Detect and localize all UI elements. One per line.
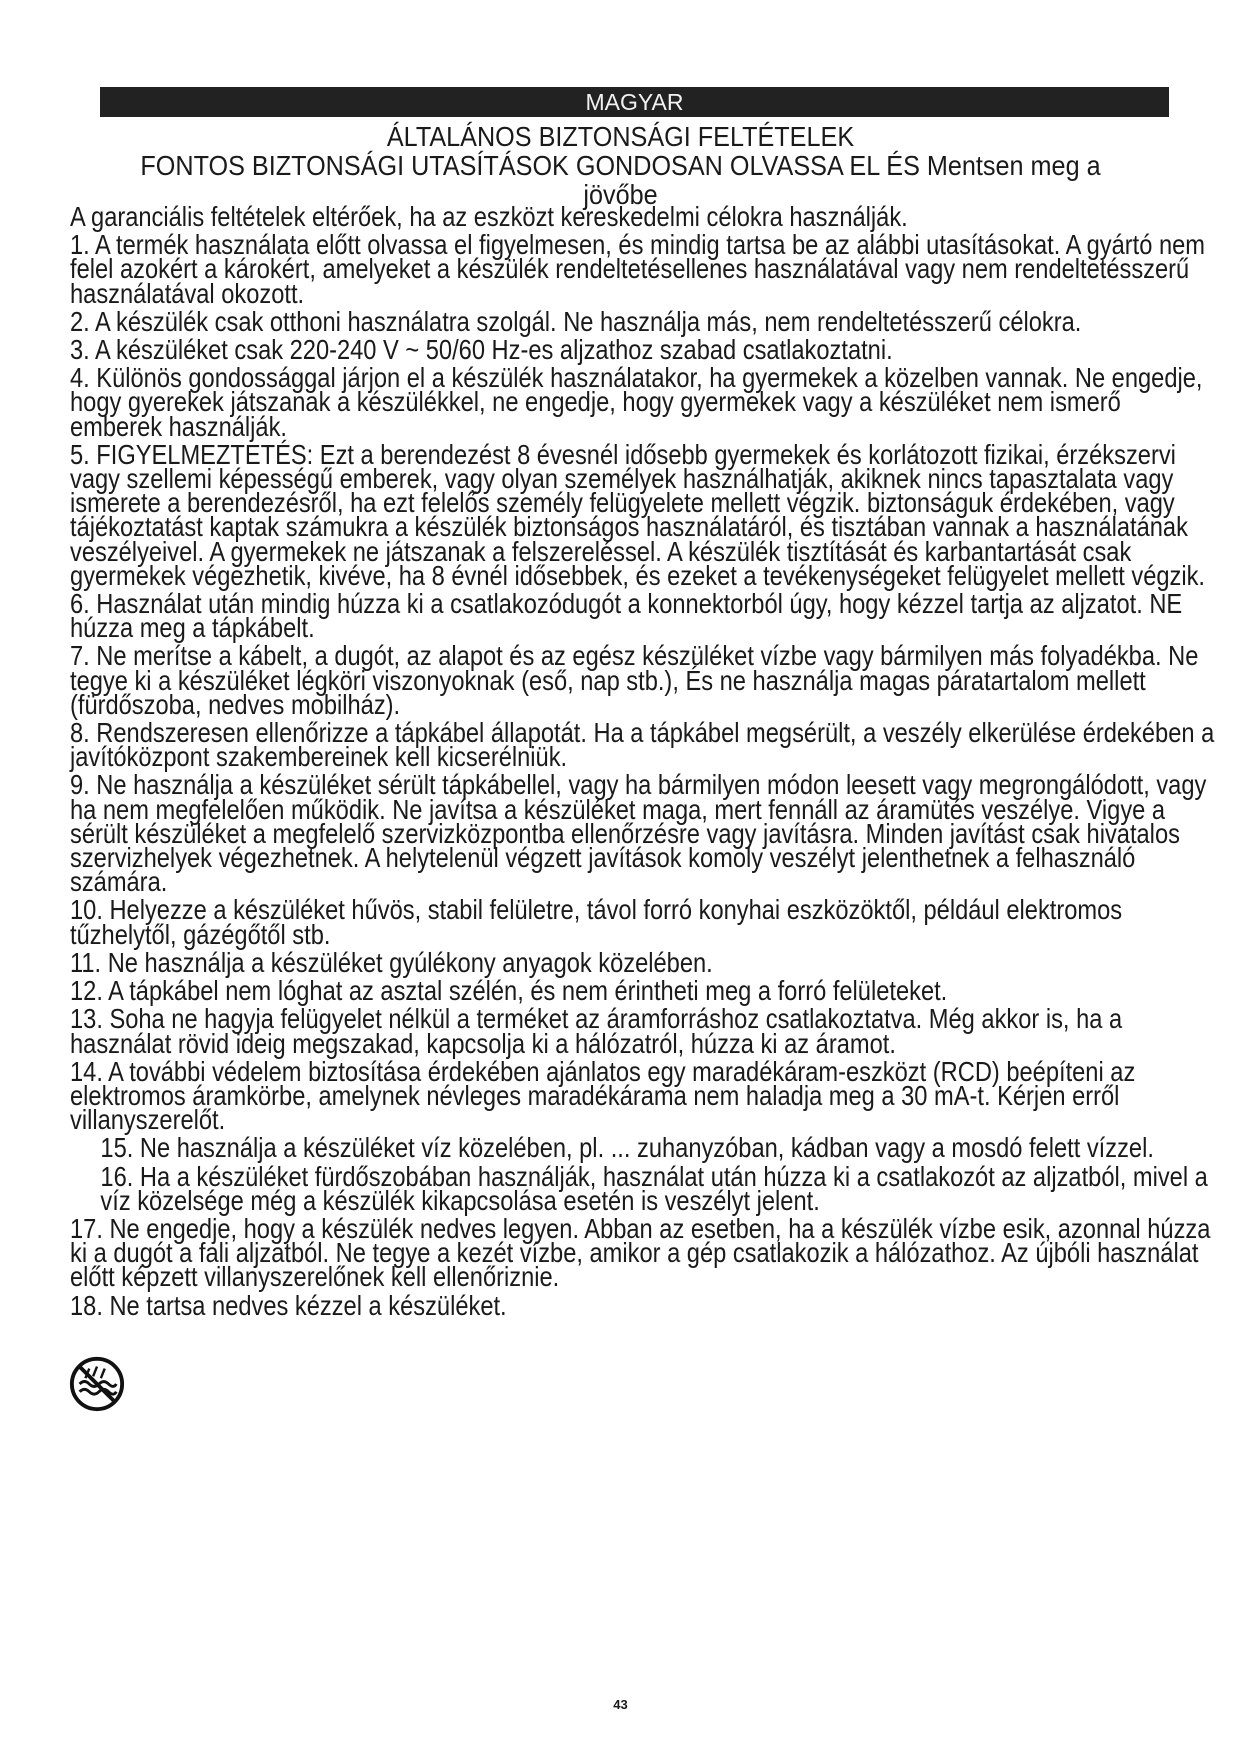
- instruction-5: 5. FIGYELMEZTETÉS: Ezt a berendezést 8 évesnél idősebb gyermekek és korlátozott fizikai, érzékszervi vagy szellemi képességű emberek, vagy olyan személyek használhatják, akiknek nincs tapasztalata vagy ismerete a berendezésről, ha ezt felelős személy felügyelete mellett végzik. biztonságuk érdekében, vagy tájékoztatást kaptak számukra a készülék biztonságos használatáról, és tisztában vannak a használatának veszélyeivel. A gyermekek ne játszanak a felszereléssel. A készülék tisztítását és karbantartását csak gyermekek végezhetik, kivéve, ha 8 évnél idősebbek, és ezeket a tevékenységeket felügyelet mellett végzik.: [70, 438, 1206, 591]
- instruction-8: 8. Rendszeresen ellenőrizze a tápkábel állapotát. Ha a tápkábel megsérült, a veszély elkerülése érdekében a javítóközpont szakembereinek kell kicserélniük.: [70, 717, 1215, 773]
- instruction-2: 2. A készülék csak otthoni használatra szolgál. Ne használja más, nem rendeltetésszerű célokra.: [70, 305, 1082, 337]
- page-subtitle-line1: FONTOS BIZTONSÁGI UTASÍTÁSOK GONDOSAN OLVASSA EL ÉS Mentsen meg a: [140, 150, 1101, 181]
- instruction-3: 3. A készüléket csak 220-240 V ~ 50/60 Hz-es aljzathoz szabad csatlakoztatni.: [70, 334, 893, 366]
- no-water-icon: [68, 1355, 126, 1413]
- paragraph-warranty: A garanciális feltételek eltérőek, ha az eszközt kereskedelmi célokra használják.: [70, 201, 908, 232]
- instruction-4: 4. Különös gondossággal járjon el a készülék használatakor, ha gyermekek a közelben vannak. Ne engedje, hogy gyerekek játszanak a készülékkel, ne engedje, hogy gyermekek vagy a készüléket nem ismerő emberek használják.: [70, 362, 1203, 442]
- instruction-16: 16. Ha a készüléket fürdőszobában használják, használat után húzza ki a csatlakozót az aljzatból, mivel a víz közelsége még a készülék kikapcsolása esetén is veszélyt jelent.: [100, 1160, 1208, 1216]
- instruction-7: 7. Ne merítse a kábelt, a dugót, az alapot és az egész készüléket vízbe vagy bármilyen más folyadékba. Ne tegye ki a készüléket légköri viszonyoknak (eső, nap stb.), És ne használja magas páratartalom mellett (fürdőszoba, nedves mobilház).: [70, 640, 1199, 720]
- page-title: ÁLTALÁNOS BIZTONSÁGI FELTÉTELEK: [386, 121, 855, 152]
- instruction-15: 15. Ne használja a készüléket víz közelében, pl. ... zuhanyzóban, kádban vagy a mosdó felett vízzel.: [100, 1132, 1154, 1164]
- instruction-10: 10. Helyezze a készüléket hűvös, stabil felületre, távol forró konyhai eszközöktől, például elektromos tűzhelytől, gázégőtől stb.: [70, 894, 1123, 950]
- instruction-18: 18. Ne tartsa nedves kézzel a készüléket.: [70, 1289, 507, 1321]
- instruction-6: 6. Használat után mindig húzza ki a csatlakozódugót a konnektorból úgy, hogy kézzel tartja az aljzatot. NE húzza meg a tápkábelt.: [70, 588, 1183, 644]
- page-subtitle-line2: jövőbe: [583, 179, 658, 210]
- instruction-12: 12. A tápkábel nem lóghat az asztal szélén, és nem érintheti meg a forró felületeket.: [70, 975, 948, 1007]
- instruction-9: 9. Ne használja a készüléket sérült tápkábellel, vagy ha bármilyen módon leesett vagy megrongálódott, vagy ha nem megfelelően működik. Ne javítsa a készüléket maga, mert fennáll az áramütés veszélye. Vigye a sérült készüléket a megfelelő szervizközpontba ellenőrzésre vagy javításra. Minden javítást csak hivatalos szervizhelyek végezhetnek. A helytelenül végzett javítások komoly veszélyt jelenthetnek a felhasználó számára.: [70, 769, 1207, 898]
- instructions-body: [70, 201, 1215, 1322]
- instruction-11: 11. Ne használja a készüléket gyúlékony anyagok közelében.: [70, 946, 713, 978]
- instruction-14: 14. A további védelem biztosítása érdekében ajánlatos egy maradékáram-eszközt (RCD) beépíteni az elektromos áramkörbe, amelynek névleges maradékárama nem haladja meg a 30 mA-t. Kérjen erről villanyszerelőt.: [70, 1055, 1136, 1136]
- instruction-17: 17. Ne engedje, hogy a készülék nedves legyen. Abban az esetben, ha a készülék vízbe esik, azonnal húzza ki a dugót a fali aljzatból. Ne tegye a kezét vízbe, amikor a gép csatlakozik a hálózathoz. Az újbóli használat előtt képzett villanyszerelőnek kell ellenőriznie.: [70, 1212, 1211, 1293]
- instruction-13: 13. Soha ne hagyja felügyelet nélkül a terméket az áramforráshoz csatlakoztatva. Még akkor is, ha a használat rövid ideig megszakad, kapcsolja ki a hálózatról, húzza ki az áramot.: [70, 1003, 1123, 1059]
- page-number: 43: [613, 1697, 628, 1712]
- instruction-1: 1. A termék használata előtt olvassa el figyelmesen, és mindig tartsa be az alábbi utasításokat. A gyártó nem felel azokért a károkért, amelyeket a készülék rendeltetésellenes használatával vagy nem rendeltetésszerű használatával okozott.: [70, 229, 1206, 309]
- language-banner: MAGYAR: [100, 87, 1169, 117]
